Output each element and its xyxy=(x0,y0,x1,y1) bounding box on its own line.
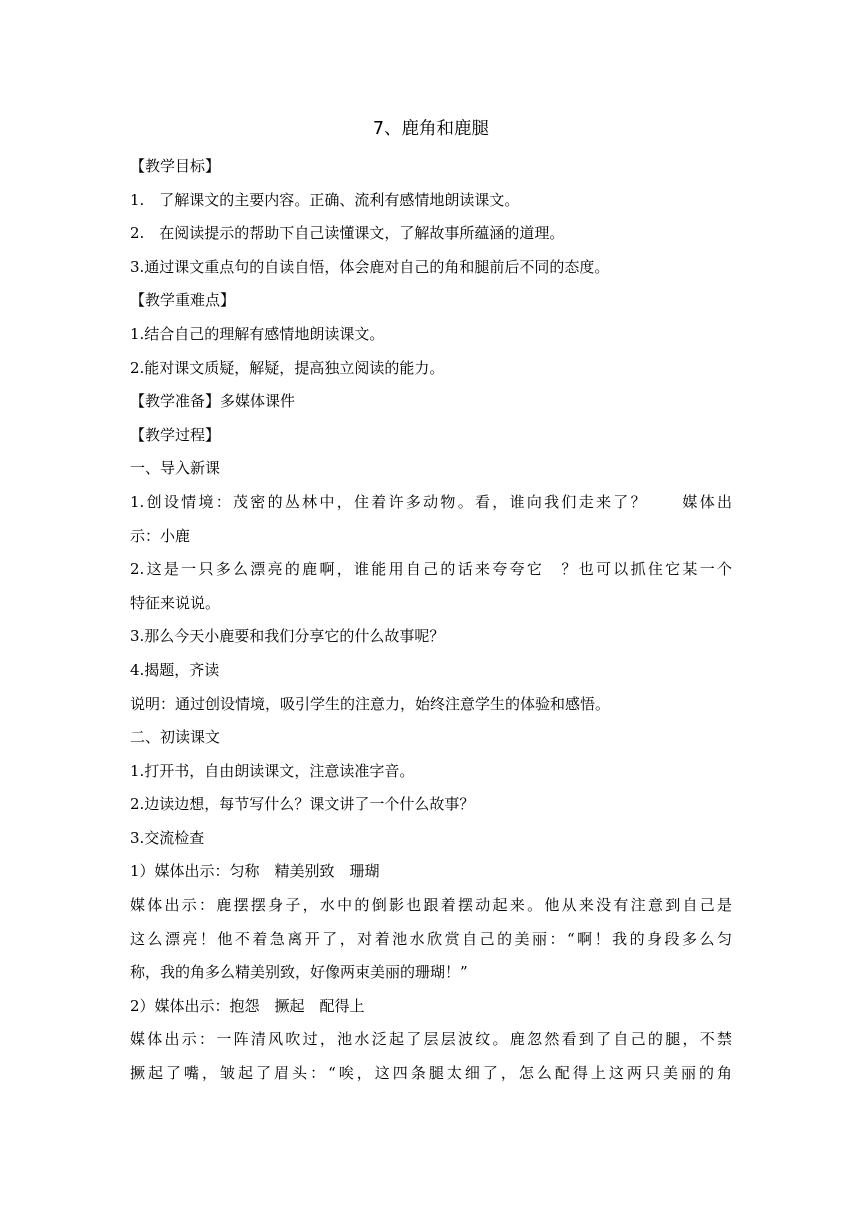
media-item-2: 2）媒体出示：抱怨 撅起 配得上 xyxy=(130,996,365,1015)
reading-item-2: 2.边读边想，每节写什么？课文讲了一个什么故事？ xyxy=(130,795,475,814)
media-paragraph-2 xyxy=(130,1023,732,1090)
document-body xyxy=(130,114,732,1091)
objective-item-1: 1. 了解课文的主要内容。正确、流利有感情地朗读课文。 xyxy=(130,190,520,209)
key-point-item-1: 1.结合自己的理解有感情地朗读课文。 xyxy=(130,324,385,343)
key-point-item-2: 2.能对课文质疑，解疑，提高独立阅读的能力。 xyxy=(130,358,445,377)
reading-item-1: 1.打开书，自由朗读课文，注意读准字音。 xyxy=(130,761,415,780)
intro-item-3: 3.那么今天小鹿要和我们分享它的什么故事呢？ xyxy=(130,627,445,646)
section-heading-key-points: 【教学重难点】 xyxy=(130,291,236,310)
step-heading-intro: 一、导入新课 xyxy=(130,459,221,478)
paragraph-line: 这么漂亮！他不着急离开了，对着池水欣赏自己的美丽：“啊！我的身段多么匀 xyxy=(130,929,732,948)
intro-paragraph-1 xyxy=(130,486,732,553)
reading-item-3: 3.交流检查 xyxy=(130,828,205,847)
intro-item-4: 4.揭题，齐读 xyxy=(130,660,220,679)
section-heading-preparation: 【教学准备】多媒体课件 xyxy=(130,392,296,411)
media-item-1: 1）媒体出示：匀称 精美别致 珊瑚 xyxy=(130,862,380,881)
step-heading-first-reading: 二、初读课文 xyxy=(130,728,221,747)
paragraph-line: 示：小鹿 xyxy=(130,526,191,545)
section-heading-process: 【教学过程】 xyxy=(130,425,221,444)
paragraph-line: 称，我的角多么精美别致，好像两束美丽的珊瑚！” xyxy=(130,963,468,982)
paragraph-line: 2.这是一只多么漂亮的鹿啊，谁能用自己的话来夸夸它 ？也可以抓住它某一个 xyxy=(130,560,732,579)
paragraph-line: 媒体出示：鹿摆摆身子，水中的倒影也跟着摆动起来。他从来没有注意到自己是 xyxy=(130,896,732,915)
objective-item-2: 2. 在阅读提示的帮助下自己读懂课文，了解故事所蕴涵的道理。 xyxy=(130,224,565,243)
paragraph-line: 撅起了嘴，皱起了眉头：“唉，这四条腿太细了，怎么配得上这两只美丽的角 xyxy=(130,1064,732,1083)
section-heading-objectives: 【教学目标】 xyxy=(130,157,221,175)
paragraph-line: 特征来说说。 xyxy=(130,593,221,612)
media-paragraph-1 xyxy=(130,889,732,990)
paragraph-line: 1.创设情境：茂密的丛林中，住着许多动物。看，谁向我们走来了？ 媒体出 xyxy=(130,492,732,511)
paragraph-line: 媒体出示：一阵清风吹过，池水泛起了层层波纹。鹿忽然看到了自己的腿，不禁 xyxy=(130,1030,732,1049)
document-title: 7、鹿角和鹿腿 xyxy=(372,119,490,139)
objective-item-3: 3.通过课文重点句的自读自悟，体会鹿对自己的角和腿前后不同的态度。 xyxy=(130,257,610,276)
intro-note: 说明：通过创设情境，吸引学生的注意力，始终注意学生的体验和感悟。 xyxy=(130,694,611,713)
intro-paragraph-2 xyxy=(130,553,732,620)
